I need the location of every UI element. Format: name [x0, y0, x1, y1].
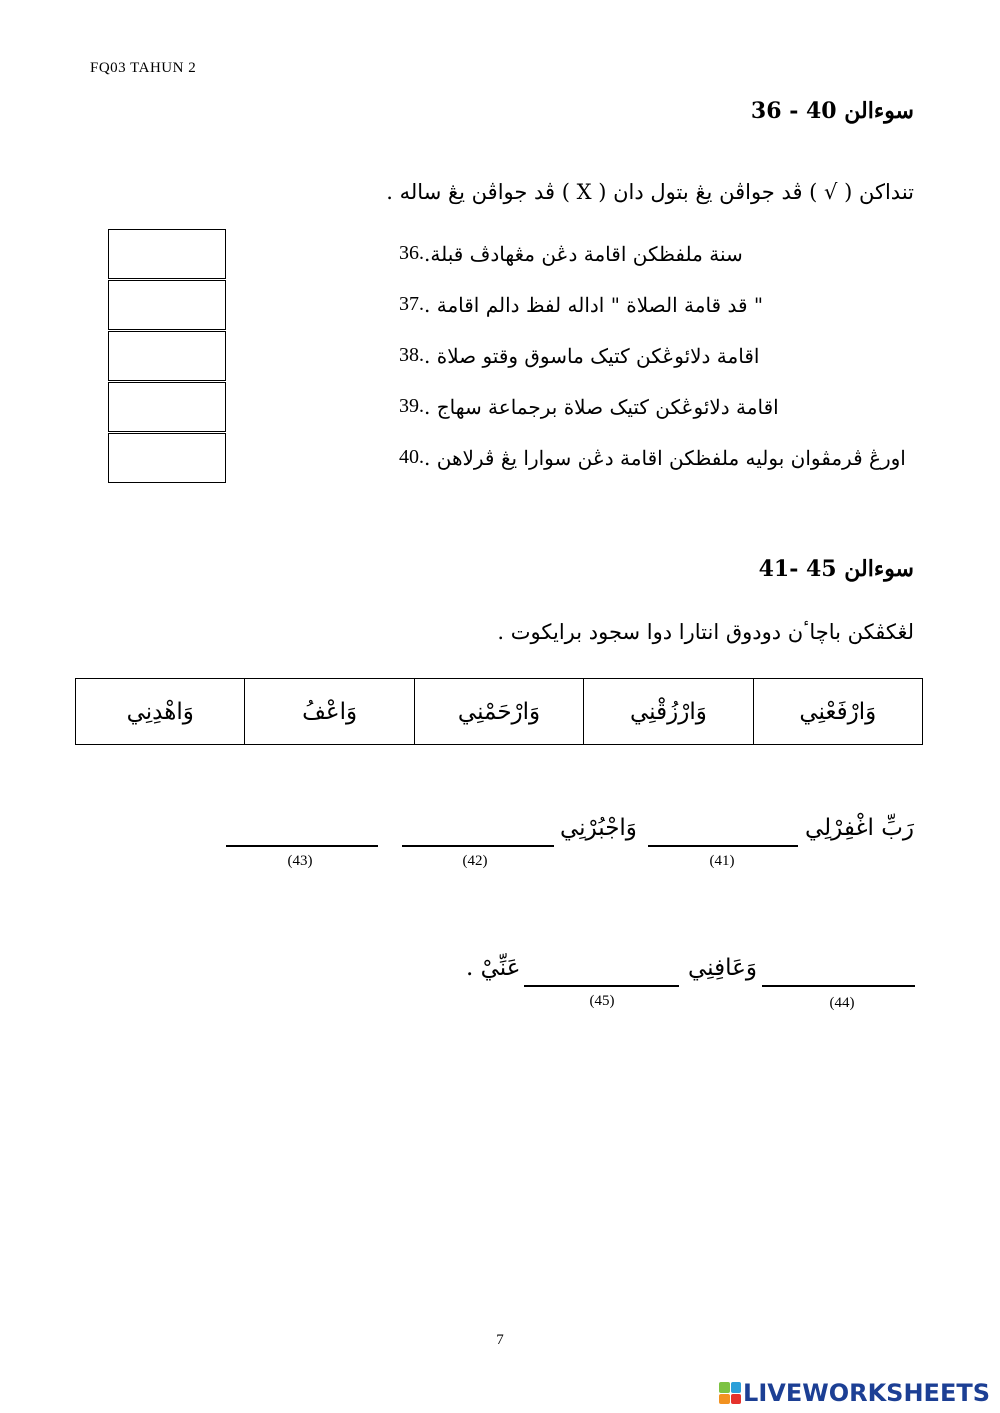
answer-box-40[interactable] [108, 433, 226, 483]
worksheet-code: FQ03 TAHUN 2 [90, 60, 197, 76]
liveworksheets-watermark [719, 1378, 990, 1408]
word-bank-item: وَارْحَمْنِي [414, 679, 583, 745]
question-row-37 [374, 279, 914, 330]
word-bank-item: وَاهْدِنِي [76, 679, 245, 745]
answer-blank-45[interactable] [524, 985, 679, 987]
question-number: 39. [399, 395, 424, 417]
question-text: " قد قامة الصلاة " اداله لفظ دالم اقامة . [424, 292, 764, 317]
blank-label-41: (41) [709, 853, 735, 869]
page-number: 7 [496, 1332, 504, 1348]
answer-blank-43[interactable] [226, 845, 378, 847]
section2-instruction: لڠکڤکن باچاٴن دودوق انتارا دوا سجود برايکوت . [497, 620, 914, 644]
question-text: اقامة دلائوڠکن کتيک ماسوق وقتو صلاة . [424, 343, 760, 368]
doa-start-text: رَبِّ اغْفِرْلِي [805, 815, 914, 841]
question-row-38 [374, 330, 914, 381]
answer-box-39[interactable] [108, 382, 226, 432]
liveworksheets-logo-icon [719, 1382, 741, 1404]
question-row-39 [374, 381, 914, 432]
word-bank-item: وَاعْفُ [245, 679, 414, 745]
doa-middle-text-2: وَعَافِنِي [688, 955, 757, 981]
question-text: اورڠ ڤرمڤوان بوليه ملفظکن اقامة دڠن سوارا يڠ ڤرلاهن . [424, 445, 906, 470]
answer-box-36[interactable] [108, 229, 226, 279]
section2-title: سوءالن 45 -41 [758, 556, 914, 582]
blank-label-43: (43) [287, 853, 313, 869]
question-number: 38. [399, 344, 424, 366]
word-bank-table [75, 678, 923, 745]
question-text: سنة ملفظکن اقامة دڠن مڠهادڤ قبلة. [424, 241, 743, 266]
question-number: 37. [399, 293, 424, 315]
answer-blank-42[interactable] [402, 845, 554, 847]
question-row-36 [374, 228, 914, 279]
blank-label-45: (45) [589, 993, 615, 1009]
answer-blank-44[interactable] [762, 985, 915, 987]
answer-blank-41[interactable] [648, 845, 798, 847]
doa-end-text: عَنِّيْ . [466, 955, 521, 981]
section1-title: سوءالن 40 - 36 [750, 98, 914, 124]
word-bank-item: وَارْزُقْنِي [584, 679, 753, 745]
word-bank-item: وَارْفَعْنِي [753, 679, 922, 745]
question-row-40 [374, 432, 914, 483]
question-text: اقامة دلائوڠکن کتيک صلاة برجماعة سهاج . [424, 394, 779, 419]
question-number: 40. [399, 446, 424, 468]
question-number: 36. [399, 242, 424, 264]
blank-label-42: (42) [462, 853, 488, 869]
answer-box-38[interactable] [108, 331, 226, 381]
watermark-text: LIVEWORKSHEETS [743, 1379, 990, 1407]
section1-instruction: تنداکن ( √ ) ڤد جواڤن يڠ بتول دان ( X ) ڤد جواڤن يڠ ساله . [386, 180, 914, 204]
answer-box-37[interactable] [108, 280, 226, 330]
doa-middle-text: وَاجْبُرْنِي [560, 815, 637, 841]
blank-label-44: (44) [829, 995, 855, 1011]
